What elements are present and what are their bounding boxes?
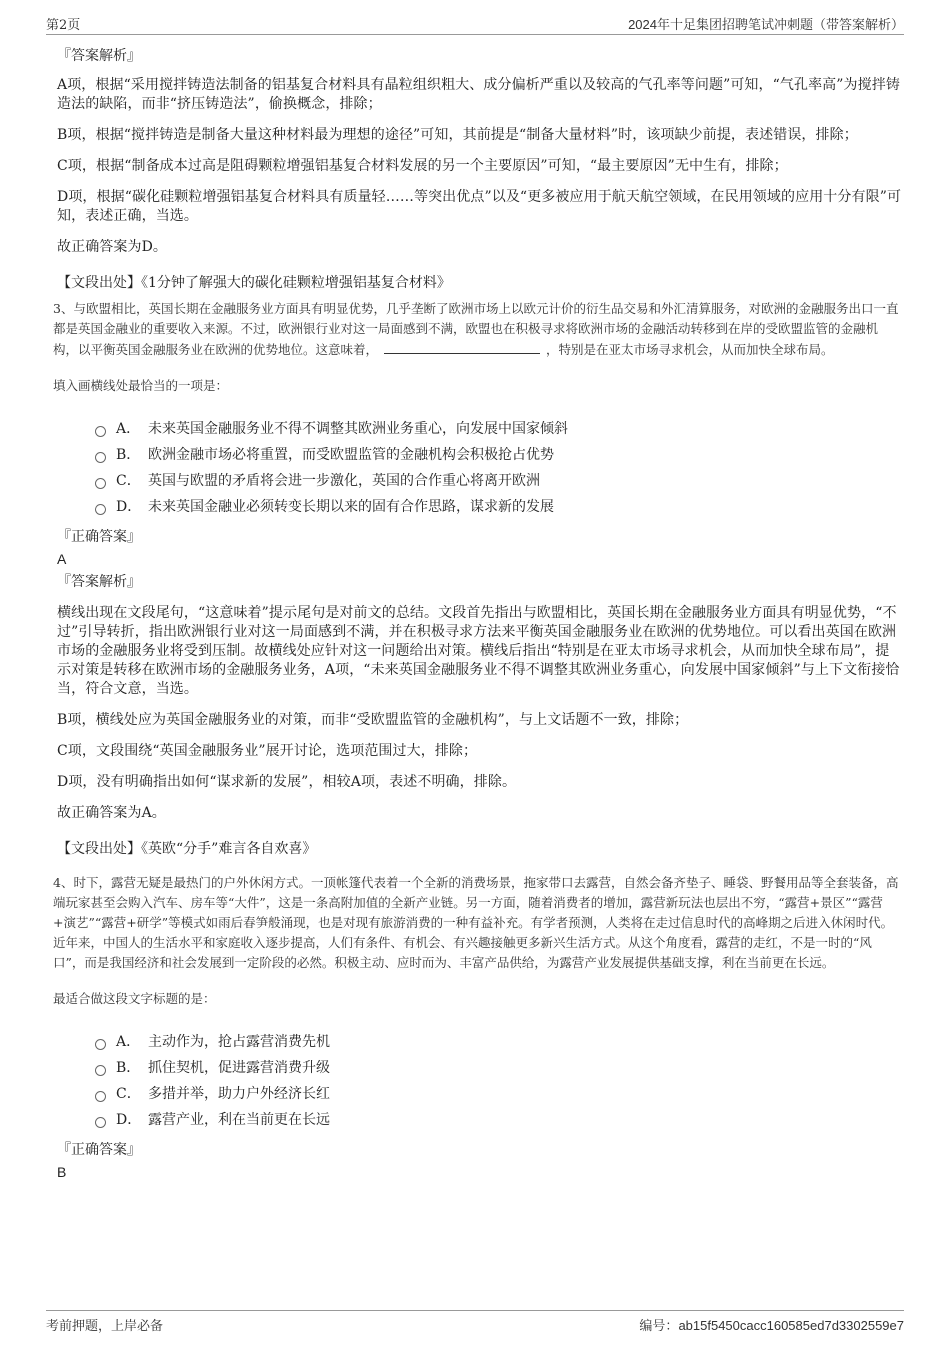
option-text: 欧洲金融市场必将重置，而受欧盟监管的金融机构会积极抢占优势 (148, 447, 554, 463)
correct-answer-heading: 『正确答案』 (57, 1142, 141, 1158)
analysis-paragraph: D项，没有明确指出如何“谋求新的发展”，相较A项，表述不明确，排除。 (57, 774, 517, 790)
option-text: 抓住契机，促进露营消费升级 (148, 1060, 330, 1076)
option-c[interactable] (95, 1081, 902, 1107)
radio-button[interactable] (95, 504, 106, 515)
question-3-prompt: 填入画横线处最恰当的一项是： (53, 378, 229, 393)
analysis-paragraph: C项，根据“制备成本过高是阻碍颗粒增强铝基复合材料发展的另一个主要原因”可知，“最主要原因”无中生有，排除； (57, 158, 788, 174)
page-content (53, 46, 902, 1185)
question-4-options (95, 1029, 902, 1133)
option-letter: B． (116, 1060, 141, 1076)
option-a[interactable] (95, 1029, 902, 1055)
question-3-options (95, 416, 902, 520)
radio-button[interactable] (95, 1039, 106, 1050)
option-text: 未来英国金融服务业不得不调整其欧洲业务重心，向发展中国家倾斜 (148, 421, 568, 437)
analysis-paragraph: B项，横线处应为英国金融服务业的对策，而非“受欧盟监管的金融机构”，与上文话题不一致，排除； (57, 712, 689, 728)
option-letter: D． (116, 1112, 142, 1128)
fill-blank-line (384, 339, 540, 354)
question-3-text (53, 299, 902, 360)
page-number: 第2页 (46, 18, 81, 33)
option-letter: C． (116, 473, 141, 489)
radio-button[interactable] (95, 452, 106, 463)
option-letter: B． (116, 447, 141, 463)
analysis-paragraph: B项，根据“搅拌铸造是制备大量这种材料最为理想的途径”可知，其前提是“制备大量材料”时，该项缺少前提，表述错误，排除； (57, 127, 858, 143)
document-code (639, 1315, 904, 1334)
option-text: 英国与欧盟的矛盾将会进一步激化，英国的合作重心将离开欧洲 (148, 473, 540, 489)
option-letter: C． (116, 1086, 141, 1102)
option-a[interactable] (95, 416, 902, 442)
analysis-conclusion: 故正确答案为D。 (57, 239, 168, 255)
radio-button[interactable] (95, 1117, 106, 1128)
analysis-paragraph: D项，根据“碳化硅颗粒增强铝基复合材料具有质量轻……等突出优点”以及“更多被应用于航天航空领域，在民用领域的应用十分有限”可知，表述正确，当选。 (57, 189, 902, 224)
option-text: 主动作为，抢占露营消费先机 (148, 1034, 330, 1050)
analysis-heading: 『答案解析』 (57, 48, 141, 64)
option-text: 未来英国金融业必须转变长期以来的固有合作思路，谋求新的发展 (148, 499, 554, 515)
question-4-prompt: 最适合做这段文字标题的是： (53, 991, 216, 1006)
correct-answer-value: A (57, 551, 67, 567)
option-letter: D． (116, 499, 142, 515)
radio-button[interactable] (95, 1091, 106, 1102)
option-b[interactable] (95, 442, 902, 468)
analysis-conclusion: 故正确答案为A。 (57, 805, 166, 821)
question-3-text-before: 3、与欧盟相比，英国长期在金融服务业方面具有明显优势，几乎垄断了欧洲市场上以欧元计价的衍生品交易和外汇清算服务，对欧洲的金融服务出口一直都是英国金融业的重要收入来源。不过，欧洲银行业对这一局面感到不满，欧盟也在积极寻求将欧洲市场的金融活动转移到在岸的受欧盟监管的金融机构，以平衡英国金融服务业在欧洲的优势地位。这意味着， (53, 301, 899, 357)
source-citation: 【文段出处】《1分钟了解强大的碳化硅颗粒增强铝基复合材料》 (57, 275, 451, 291)
option-c[interactable] (95, 468, 902, 494)
option-text: 露营产业，利在当前更在长远 (148, 1112, 330, 1128)
code-value: ab15f5450cacc160585ed7d3302559e7 (678, 1318, 904, 1333)
page-footer (46, 1310, 904, 1337)
option-d[interactable] (95, 1107, 902, 1133)
radio-button[interactable] (95, 1065, 106, 1076)
radio-button[interactable] (95, 478, 106, 489)
option-text: 多措并举，助力户外经济长红 (148, 1086, 330, 1102)
correct-answer-heading: 『正确答案』 (57, 529, 141, 545)
analysis-heading: 『答案解析』 (57, 574, 141, 590)
option-d[interactable] (95, 494, 902, 520)
correct-answer-value: B (57, 1164, 67, 1180)
question-4-text: 4、时下，露营无疑是最热门的户外休闲方式。一顶帐篷代表着一个全新的消费场景，拖家带口去露营，自然会备齐垫子、睡袋、野餐用品等全套装备，高端玩家甚至会购入汽车、房车等“大件”，这是一条高附加值的全新产业链。另一方面，随着消费者的增加，露营新玩法也层出不穷，“露营+景区”“露营+演艺”“露营+研学”等模式如雨后春笋般涌现，也是对现有旅游消费的一种有益补充。有学者预测，人类将在走过信息时代的高峰期之后进入休闲时代。近年来，中国人的生活水平和家庭收入逐步提高，人们有条件、有机会、有兴趣接触更多新兴生活方式。从这个角度看，露营的走红，不是一时的“风口”，而是我国经济和社会发展到一定阶段的必然。积极主动、应时而为、丰富产品供给，为露营产业发展提供基础支撑，利在当前更在长远。 (53, 875, 899, 970)
analysis-paragraph: 横线出现在文段尾句，“这意味着”提示尾句是对前文的总结。文段首先指出与欧盟相比，英国长期在金融服务业方面具有明显优势，“不过”引导转折，指出欧洲银行业对这一局面感到不满，并在积极寻求方法来平衡英国金融服务业在欧洲的优势地位。可以看出英国在欧洲市场的金融服务业将受到压制。故横线处应针对这一问题给出对策。横线后指出“特别是在亚太市场寻求机会，从而加快全球布局”，提示对策是转移在欧洲市场的金融服务业务，A项，“未来英国金融服务业不得不调整其欧洲业务重心，向发展中国家倾斜”与上下文衔接恰当，符合文意，当选。 (57, 605, 900, 697)
option-letter: A． (116, 1034, 141, 1050)
option-b[interactable] (95, 1055, 902, 1081)
analysis-paragraph: A项，根据“采用搅拌铸造法制备的铝基复合材料具有晶粒组织粗大、成分偏析严重以及较高的气孔率等问题”可知，“气孔率高”为搅拌铸造法的缺陷，而非“挤压铸造法”，偷换概念，排除； (57, 77, 900, 112)
code-label: 编号： (639, 1318, 679, 1333)
source-citation: 【文段出处】《英欧“分手”难言各自欢喜》 (57, 841, 317, 857)
option-letter: A． (116, 421, 141, 437)
page-header (46, 12, 904, 35)
footer-slogan: 考前押题，上岸必备 (46, 1319, 164, 1334)
analysis-paragraph: C项，文段围绕“英国金融服务业”展开讨论，选项范围过大，排除； (57, 743, 478, 759)
radio-button[interactable] (95, 426, 106, 437)
document-title: 2024年十足集团招聘笔试冲刺题（带答案解析） (628, 17, 904, 32)
question-3-text-after: ，特别是在亚太市场寻求机会，从而加快全球布局。 (546, 342, 834, 357)
